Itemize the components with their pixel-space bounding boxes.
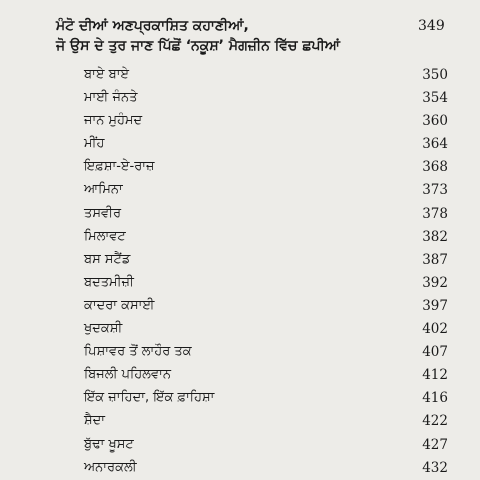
toc-entry [0, 364, 480, 387]
toc-entry [0, 341, 480, 364]
section-page-number: 349 [418, 18, 445, 34]
toc-entry-page: 364 [422, 136, 448, 153]
section-heading-line-2: ਜੋ ਉਸ ਦੇ ਤੁਰ ਜਾਣ ਪਿੱਛੋਂ ‘ਨਕੂਸ਼’ ਮੈਗਜ਼ੀਨ ਵਿੱਚ ਛਪੀਆਂ [56, 38, 341, 54]
toc-entry [0, 434, 480, 457]
toc-entry-title: ਜਾਨ ਮੁਹੰਮਦ [84, 113, 143, 129]
toc-entry [0, 318, 480, 341]
toc-entry-title: ਅਨਾਰਕਲੀ [84, 459, 137, 475]
toc-entry-page: 382 [422, 228, 448, 245]
toc-entry-page: 402 [422, 321, 448, 338]
toc-entry-title: ਸ਼ੈਦਾ [84, 413, 105, 429]
toc-entry [0, 457, 480, 480]
toc-entry-title: ਬਸ ਸਟੈਂਡ [84, 251, 131, 267]
toc-entry-page: 360 [422, 113, 448, 130]
toc-entry [0, 87, 480, 110]
toc-entry-page: 354 [422, 90, 448, 107]
toc-entry [0, 387, 480, 410]
toc-entry-title: ਇਫ਼ਸ਼ਾ-ਏ-ਰਾਜ਼ [84, 159, 155, 175]
toc-entry [0, 249, 480, 272]
toc-entry-page: 373 [422, 182, 448, 199]
toc-entry-title: ਆਮਿਨਾ [84, 182, 123, 198]
toc-entry-page: 350 [422, 67, 448, 83]
toc-entry [0, 179, 480, 202]
section-heading [56, 16, 456, 56]
toc-entry [0, 410, 480, 433]
toc-entry [0, 295, 480, 318]
toc-entry-page: 407 [422, 344, 448, 361]
toc-entry-title: ਤਸਵੀਰ [84, 205, 122, 221]
toc-entry [0, 133, 480, 156]
toc-entry-title: ਕਾਦਰਾ ਕਸਾਈ [84, 297, 155, 313]
toc-entry-title: ਮਾਈ ਜੰਨਤੇ [84, 90, 138, 106]
toc-entry-title: ਮਿਲਾਵਟ [84, 228, 126, 244]
toc-entry-page: 378 [422, 205, 448, 222]
toc-entry-page: 432 [422, 459, 448, 476]
toc-entry [0, 156, 480, 179]
toc-entry-page: 412 [422, 367, 448, 384]
toc-entry-page: 368 [422, 159, 448, 176]
toc-entry-page: 387 [422, 251, 448, 268]
toc-entry [0, 272, 480, 295]
section-heading-line-1: ਮੰਟੋ ਦੀਆਂ ਅਣਪ੍ਰਕਾਸ਼ਿਤ ਕਹਾਣੀਆਂ, [56, 18, 249, 34]
toc-entry [0, 64, 480, 87]
toc-entry-page: 416 [422, 390, 448, 407]
toc-entry-title: ਬੁੱਢਾ ਖੂਸਟ [84, 436, 134, 452]
toc-entry-title: ਬਾਏ ਬਾਏ [84, 67, 130, 82]
toc-entry-title: ਬਦਤਮੀਜ਼ੀ [84, 274, 134, 290]
toc-entry-title: ਪਿਸ਼ਾਵਰ ਤੋਂ ਲਾਹੌਰ ਤਕ [84, 344, 192, 360]
toc-entry-title: ਖੁਦਕਸ਼ੀ [84, 321, 123, 337]
toc-entry-page: 397 [422, 297, 448, 314]
toc-list [0, 64, 480, 480]
toc-entry [0, 226, 480, 249]
toc-entry-title: ਇੱਕ ਜ਼ਾਹਿਦਾ, ਇੱਕ ਫ਼ਾਹਿਸ਼ਾ [84, 390, 215, 406]
toc-entry-page: 427 [422, 436, 448, 453]
toc-entry-title: ਬਿਜਲੀ ਪਹਿਲਵਾਨ [84, 367, 171, 383]
toc-entry-page: 422 [422, 413, 448, 430]
toc-entry [0, 110, 480, 133]
toc-entry [0, 203, 480, 226]
toc-entry-page: 392 [422, 274, 448, 291]
toc-entry-title: ਮੀਂਹ [84, 136, 105, 152]
